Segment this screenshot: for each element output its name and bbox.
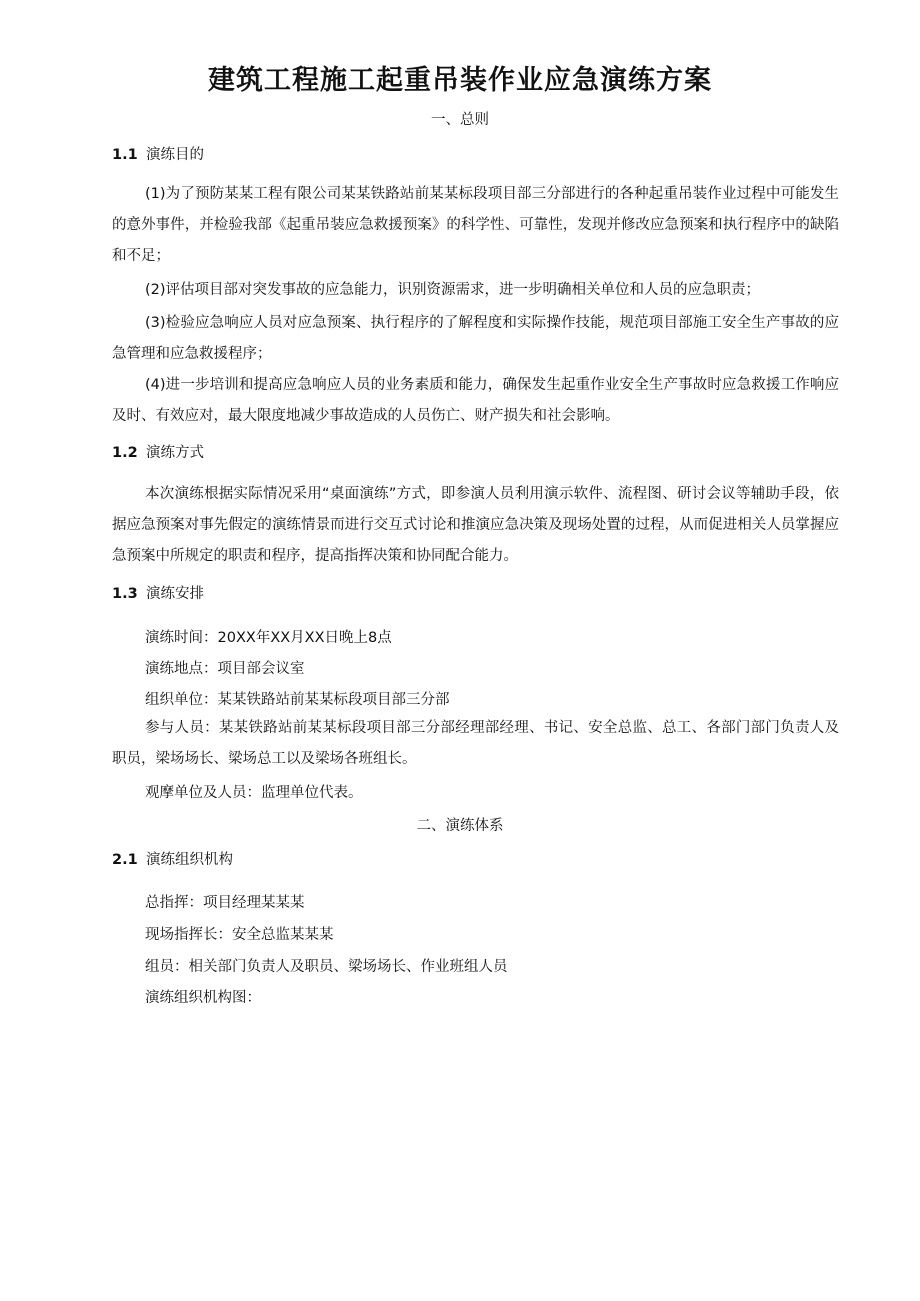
- section-2-1-number: 2.1: [112, 852, 138, 868]
- purpose-item-4: (4)进一步培训和提高应急响应人员的业务素质和能力，确保发生起重作业安全生产事故时应急救援工作响应及时、有效应对，最大限度地减少事故造成的人员伤亡、财产损失和社会影响。: [112, 377, 839, 424]
- part2-heading: 二、演练体系: [416, 818, 504, 834]
- team-members: 组员：相关部门负责人及职员、梁场场长、作业班组人员: [145, 959, 508, 975]
- section-1-3-number: 1.3: [112, 586, 138, 602]
- section-2-1-heading: [112, 848, 233, 869]
- drill-place: 演练地点：项目部会议室: [145, 661, 305, 677]
- section-1-2-number: 1.2: [112, 445, 138, 461]
- section-1-2-title: 演练方式: [146, 445, 204, 461]
- org-chart-label: 演练组织机构图：: [145, 990, 261, 1006]
- purpose-item-3: (3)检验应急响应人员对应急预案、执行程序的了解程度和实际操作技能，规范项目部施工安全生产事故的应急管理和应急救援程序；: [112, 315, 839, 362]
- document-title: 建筑工程施工起重吊装作业应急演练方案: [208, 65, 712, 96]
- drill-time: 演练时间：20XX年XX月XX日晚上8点: [145, 630, 392, 646]
- purpose-item-2: (2)评估项目部对突发事故的应急能力，识别资源需求，进一步明确相关单位和人员的应急职责；: [145, 282, 761, 298]
- section-1-2-heading: [112, 441, 204, 462]
- method-paragraph: 本次演练根据实际情况采用“桌面演练”方式，即参演人员利用演示软件、流程图、研讨会议等辅助手段，依据应急预案对事先假定的演练情景而进行交互式讨论和推演应急决策及现场处置的过程，从而促进相关人员掌握应急预案中所规定的职责和程序，提高指挥决策和协同配合能力。: [112, 486, 839, 564]
- part1-heading: 一、总则: [431, 112, 489, 128]
- site-commander: 现场指挥长：安全总监某某某: [145, 927, 334, 943]
- drill-observers: 观摩单位及人员：监理单位代表。: [145, 785, 363, 801]
- drill-participants: 参与人员：某某铁路站前某某标段项目部三分部经理部经理、书记、安全总监、总工、各部门部门负责人及职员，梁场场长、梁场总工以及梁场各班组长。: [112, 720, 839, 767]
- section-1-3-title: 演练安排: [146, 586, 204, 602]
- section-1-1-title: 演练目的: [146, 147, 204, 163]
- section-1-3-heading: [112, 582, 204, 603]
- section-1-1-number: 1.1: [112, 147, 138, 163]
- section-2-1-title: 演练组织机构: [146, 852, 233, 868]
- section-1-1-heading: [112, 143, 204, 164]
- drill-organizer: 组织单位：某某铁路站前某某标段项目部三分部: [145, 692, 450, 708]
- commander: 总指挥：项目经理某某某: [145, 895, 305, 911]
- purpose-item-1: (1)为了预防某某工程有限公司某某铁路站前某某标段项目部三分部进行的各种起重吊装作业过程中可能发生的意外事件，并检验我部《起重吊装应急救援预案》的科学性、可靠性，发现并修改应急预案和执行程序中的缺陷和不足；: [112, 186, 839, 264]
